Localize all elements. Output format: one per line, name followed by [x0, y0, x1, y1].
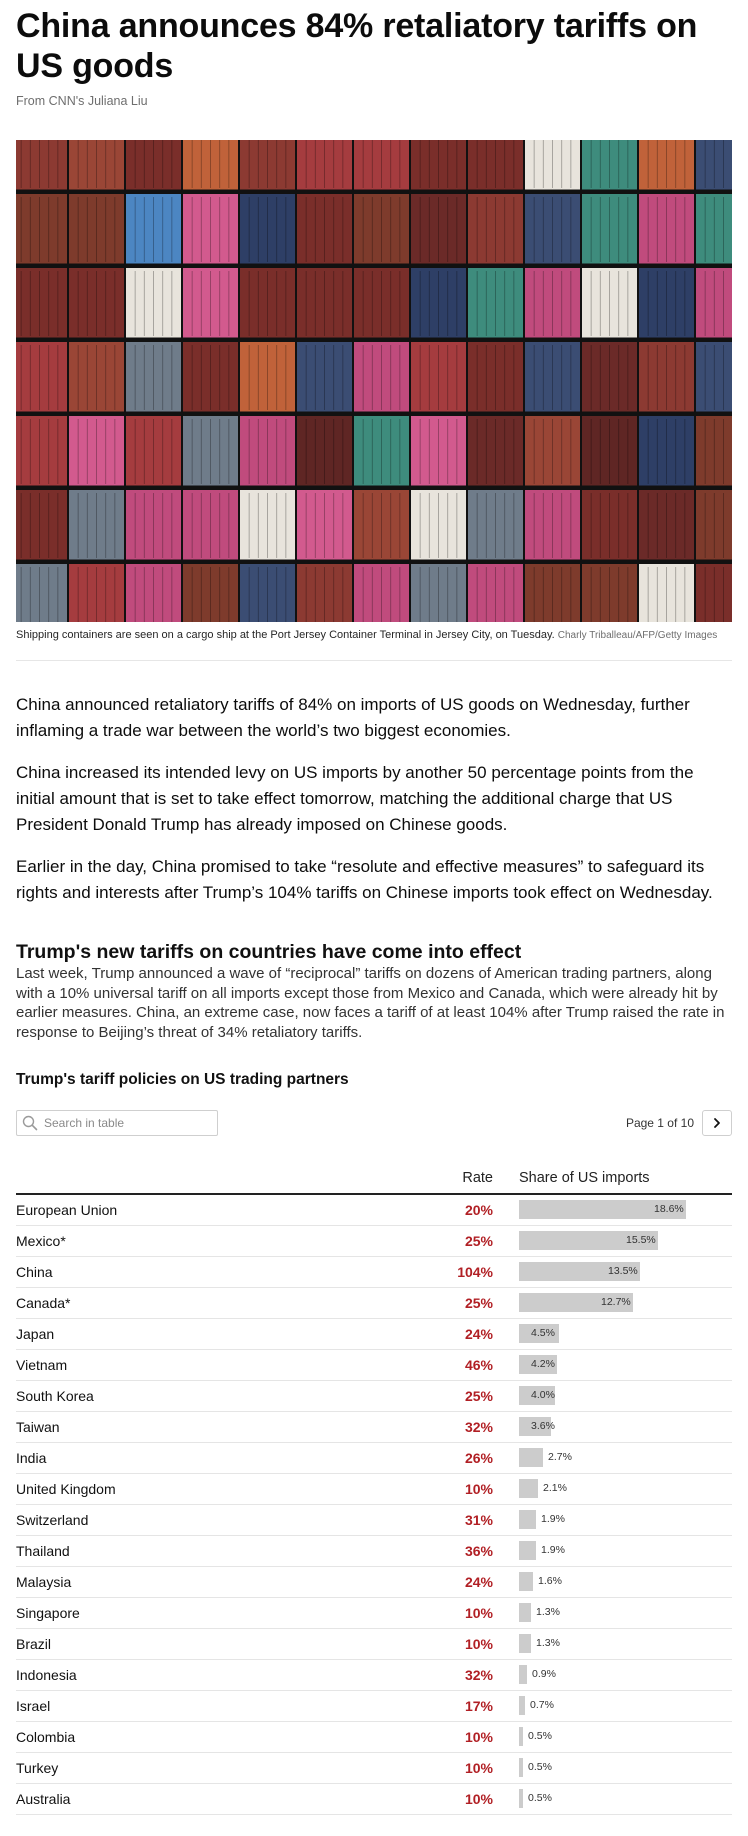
share-bar-track [519, 1758, 719, 1777]
share-bar-track [519, 1696, 719, 1715]
rate-cell: 20% [376, 1194, 519, 1225]
share-bar [519, 1572, 533, 1591]
share-cell [519, 1504, 732, 1535]
share-value: 3.6% [531, 1420, 555, 1432]
share-bar-track [519, 1324, 719, 1343]
country-cell: Japan [16, 1318, 376, 1349]
share-cell [519, 1318, 732, 1349]
share-value: 0.5% [528, 1730, 552, 1742]
rate-cell: 25% [376, 1225, 519, 1256]
photo-credit: Charly Triballeau/AFP/Getty Images [557, 630, 718, 641]
share-bar [519, 1789, 523, 1808]
share-bar [519, 1634, 531, 1653]
rate-cell: 32% [376, 1411, 519, 1442]
country-cell: Mexico* [16, 1225, 376, 1256]
country-cell: Colombia [16, 1721, 376, 1752]
table-row [16, 1752, 732, 1783]
share-bar-track [519, 1541, 719, 1560]
share-bar [519, 1510, 536, 1529]
share-cell [519, 1690, 732, 1721]
table-row [16, 1783, 732, 1814]
table-header-row [16, 1163, 732, 1194]
share-bar-track [519, 1510, 719, 1529]
table-row [16, 1473, 732, 1504]
paragraph-1: China announced retaliatory tariffs of 84% on imports of US goods on Wednesday, further inflaming a trade war between the world’s two biggest economies. [16, 695, 690, 740]
paragraph-2: China increased its intended levy on US imports by another 50 percentage points from the initial amount that is set to take effect tomorrow, matching the additional charge that US President Donald Trump has already imposed on Chinese goods. [16, 763, 694, 834]
share-cell [519, 1287, 732, 1318]
country-cell: Switzerland [16, 1504, 376, 1535]
country-cell: Australia [16, 1783, 376, 1814]
country-cell: Israel [16, 1690, 376, 1721]
share-cell [519, 1535, 732, 1566]
tariff-table [16, 1163, 732, 1815]
share-bar [519, 1696, 525, 1715]
header-country[interactable] [16, 1163, 376, 1194]
table-row [16, 1287, 732, 1318]
share-bar [519, 1448, 543, 1467]
share-bar-track [519, 1417, 719, 1436]
share-cell [519, 1194, 732, 1225]
search-input[interactable] [44, 1116, 214, 1130]
share-bar-track [519, 1634, 719, 1653]
share-bar [519, 1479, 538, 1498]
share-cell [519, 1597, 732, 1628]
rate-cell: 31% [376, 1504, 519, 1535]
table-row [16, 1318, 732, 1349]
table-controls [16, 1110, 732, 1136]
caption-text: Shipping containers are seen on a cargo ship at the Port Jersey Container Terminal in Jersey City, on Tuesday. [16, 629, 555, 641]
table-row [16, 1690, 732, 1721]
country-cell: Canada* [16, 1287, 376, 1318]
rate-cell: 10% [376, 1721, 519, 1752]
rate-cell: 10% [376, 1628, 519, 1659]
table-row [16, 1411, 732, 1442]
rate-cell: 36% [376, 1535, 519, 1566]
share-bar-track [519, 1572, 719, 1591]
pagination [626, 1110, 732, 1136]
share-value: 2.1% [543, 1482, 567, 1494]
rate-cell: 10% [376, 1752, 519, 1783]
table-row [16, 1721, 732, 1752]
table-row [16, 1194, 732, 1225]
share-value: 13.5% [608, 1265, 638, 1277]
share-bar-track [519, 1479, 719, 1498]
country-cell: Vietnam [16, 1349, 376, 1380]
share-bar-track [519, 1448, 719, 1467]
header-share[interactable]: Share of US imports [519, 1163, 732, 1194]
headline: China announces 84% retaliatory tariffs on US goods [16, 7, 698, 85]
country-cell: United Kingdom [16, 1473, 376, 1504]
header-rate[interactable]: Rate [376, 1163, 519, 1194]
share-bar-track [519, 1231, 719, 1250]
share-value: 15.5% [626, 1234, 656, 1246]
share-cell [519, 1473, 732, 1504]
country-cell: Turkey [16, 1752, 376, 1783]
country-cell: China [16, 1256, 376, 1287]
page-indicator: Page 1 of 10 [625, 1116, 694, 1130]
share-value: 1.6% [538, 1575, 562, 1587]
rate-cell: 17% [376, 1690, 519, 1721]
graphic-description: Last week, Trump announced a wave of “reciprocal” tariffs on dozens of American trading partners, along with a 10% universal tariff on all imports except those from Mexico and Canada, which were already hit by earlier measures. China, an extreme case, now faces a tariff of at least 104% after Trump raised the rate in response to Beijing’s threat of 34% retaliatory tariffs. [16, 965, 725, 1041]
share-bar-track [519, 1789, 719, 1808]
share-bar [519, 1603, 531, 1622]
table-row [16, 1535, 732, 1566]
share-cell [519, 1411, 732, 1442]
share-bar [519, 1541, 536, 1560]
share-bar-track [519, 1293, 719, 1312]
share-bar [519, 1758, 523, 1777]
share-cell [519, 1225, 732, 1256]
rate-cell: 24% [376, 1318, 519, 1349]
share-value: 4.2% [531, 1358, 555, 1370]
rate-cell: 32% [376, 1659, 519, 1690]
share-value: 2.7% [548, 1451, 572, 1463]
table-row [16, 1225, 732, 1256]
table-row [16, 1566, 732, 1597]
divider [16, 660, 732, 661]
table-row [16, 1659, 732, 1690]
table-row [16, 1597, 732, 1628]
share-bar [519, 1727, 523, 1746]
share-bar-track [519, 1603, 719, 1622]
rate-cell: 46% [376, 1349, 519, 1380]
country-cell: India [16, 1442, 376, 1473]
country-cell: South Korea [16, 1380, 376, 1411]
country-cell: Taiwan [16, 1411, 376, 1442]
share-cell [519, 1721, 732, 1752]
share-value: 12.7% [601, 1296, 631, 1308]
share-cell [519, 1628, 732, 1659]
share-value: 1.9% [541, 1513, 565, 1525]
share-value: 0.9% [532, 1668, 556, 1680]
country-cell: Thailand [16, 1535, 376, 1566]
country-cell: Malaysia [16, 1566, 376, 1597]
share-bar-track [519, 1355, 719, 1374]
rate-cell: 24% [376, 1566, 519, 1597]
share-value: 4.0% [531, 1389, 555, 1401]
rate-cell: 25% [376, 1380, 519, 1411]
share-cell [519, 1380, 732, 1411]
table-row [16, 1349, 732, 1380]
shipping-containers-image [16, 140, 732, 622]
share-bar-track [519, 1665, 719, 1684]
share-cell [519, 1752, 732, 1783]
share-cell [519, 1256, 732, 1287]
share-cell [519, 1659, 732, 1690]
share-value: 0.7% [530, 1699, 554, 1711]
share-value: 0.5% [528, 1761, 552, 1773]
byline: From CNN's Juliana Liu [16, 94, 148, 108]
photo-caption [16, 624, 732, 647]
rate-cell: 10% [376, 1597, 519, 1628]
search-box[interactable] [16, 1110, 218, 1136]
share-cell [519, 1349, 732, 1380]
share-cell [519, 1442, 732, 1473]
article-photo[interactable] [16, 140, 732, 622]
share-value: 18.6% [654, 1203, 684, 1216]
share-cell [519, 1783, 732, 1814]
country-cell: Brazil [16, 1628, 376, 1659]
rate-cell: 104% [376, 1256, 519, 1287]
share-bar-track [519, 1200, 719, 1219]
table-row [16, 1380, 732, 1411]
share-value: 4.5% [531, 1327, 555, 1339]
share-value: 0.5% [528, 1792, 552, 1804]
share-bar-track [519, 1262, 719, 1281]
share-value: 1.3% [536, 1606, 560, 1618]
share-bar [519, 1665, 527, 1684]
country-cell: Singapore [16, 1597, 376, 1628]
table-row [16, 1256, 732, 1287]
rate-cell: 25% [376, 1287, 519, 1318]
rate-cell: 26% [376, 1442, 519, 1473]
next-page-button[interactable] [702, 1110, 732, 1136]
share-value: 1.3% [536, 1637, 560, 1649]
table-row [16, 1628, 732, 1659]
table-row [16, 1504, 732, 1535]
paragraph-3: Earlier in the day, China promised to take “resolute and effective measures” to safeguard its rights and interests after Trump’s 104% tariffs on Chinese imports took effect on Wednesday. [16, 857, 713, 902]
table-title: Trump's tariff policies on US trading partners [16, 1071, 349, 1088]
share-value: 1.9% [541, 1544, 565, 1556]
country-cell: Indonesia [16, 1659, 376, 1690]
share-bar-track [519, 1386, 719, 1405]
search-icon [22, 1115, 38, 1131]
chevron-right-icon [712, 1117, 722, 1129]
rate-cell: 10% [376, 1783, 519, 1814]
table-row [16, 1442, 732, 1473]
share-bar-track [519, 1727, 719, 1746]
graphic-title: Trump's new tariffs on countries have come into effect [16, 941, 522, 963]
country-cell: European Union [16, 1194, 376, 1225]
share-cell [519, 1566, 732, 1597]
rate-cell: 10% [376, 1473, 519, 1504]
